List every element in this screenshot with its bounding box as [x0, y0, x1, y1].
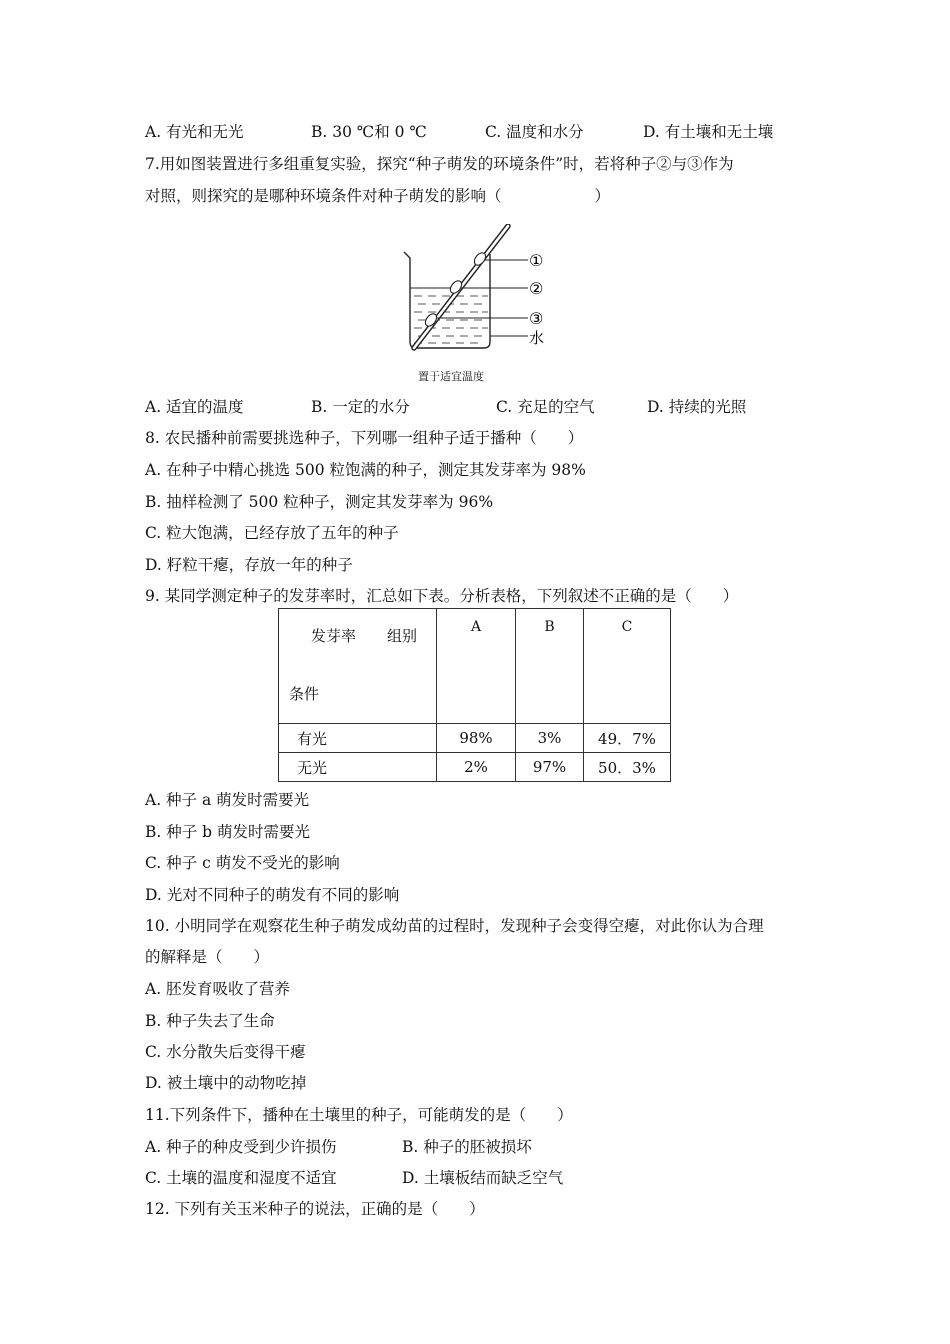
table-cell: 97%: [516, 753, 584, 782]
table-row: [279, 724, 671, 753]
header-condition: 条件: [289, 685, 320, 703]
q10-option-b: B. 种子失去了生命: [145, 1012, 275, 1030]
label-seed-1: ①: [529, 251, 544, 270]
q8-option-c: C. 粒大饱满，已经存放了五年的种子: [145, 524, 399, 542]
row-label-dark: 无光: [279, 753, 437, 782]
header-germination-rate: 发芽率: [311, 627, 357, 645]
q7-option-c: C. 充足的空气: [496, 398, 595, 416]
table-cell: 50．3%: [584, 753, 671, 782]
table-cell: 98%: [437, 724, 516, 753]
q10-stem-line2: 的解释是（ ）: [145, 948, 270, 966]
q10-option-c: C. 水分散失后变得干瘪: [145, 1043, 306, 1061]
label-water: 水: [529, 329, 545, 347]
label-seed-2: ②: [529, 279, 544, 298]
q11-option-d: D. 土壤板结而缺乏空气: [402, 1169, 564, 1187]
table-cell: 49．7%: [584, 724, 671, 753]
table-header-diagonal-cell: [279, 609, 437, 724]
column-header-c: C: [584, 609, 671, 724]
q8-option-b: B. 抽样检测了 500 粒种子，测定其发芽率为 96%: [145, 493, 494, 511]
q7-option-b: B. 一定的水分: [311, 398, 410, 416]
row-label-light: 有光: [279, 724, 437, 753]
q9-option-a: A. 种子 a 萌发时需要光: [145, 791, 310, 809]
q9-option-b: B. 种子 b 萌发时需要光: [145, 823, 311, 841]
table-cell: 2%: [437, 753, 516, 782]
germination-table: [278, 608, 671, 782]
q10-stem-line1: 10. 小明同学在观察花生种子萌发成幼苗的过程时，发现种子会变得空瘪，对此你认为合理: [145, 917, 764, 935]
q6-option-a: A. 有光和无光: [145, 123, 244, 141]
figure-caption: 置于适宜温度: [418, 370, 484, 383]
q11-option-a: A. 种子的种皮受到少许损伤: [145, 1138, 337, 1156]
q8-option-a: A. 在种子中精心挑选 500 粒饱满的种子，测定其发芽率为 98%: [145, 461, 586, 479]
column-header-b: B: [516, 609, 584, 724]
q6-option-b: B. 30 ℃和 0 ℃: [311, 123, 427, 141]
q7-stem-line1: 7.用如图装置进行多组重复实验，探究“种子萌发的环境条件”时，若将种子②与③作为: [145, 155, 734, 173]
q9-option-c: C. 种子 c 萌发不受光的影响: [145, 854, 340, 872]
q6-option-c: C. 温度和水分: [485, 123, 584, 141]
q12-stem: 12. 下列有关玉米种子的说法，正确的是（ ）: [145, 1200, 485, 1218]
q11-option-c: C. 土壤的温度和湿度不适宜: [145, 1169, 337, 1187]
q6-option-d: D. 有土壤和无土壤: [643, 123, 774, 141]
table-row: [279, 753, 671, 782]
q10-option-a: A. 胚发育吸收了营养: [145, 980, 291, 998]
header-group: 组别: [387, 627, 418, 645]
q9-option-d: D. 光对不同种子的萌发有不同的影响: [145, 886, 400, 904]
q7-option-a: A. 适宜的温度: [145, 398, 244, 416]
q10-option-d: D. 被土壤中的动物吃掉: [145, 1074, 307, 1092]
label-seed-3: ③: [529, 309, 544, 328]
q11-option-b: B. 种子的胚被损坏: [402, 1138, 532, 1156]
q11-stem: 11.下列条件下，播种在土壤里的种子，可能萌发的是（ ）: [145, 1106, 573, 1124]
q8-option-d: D. 籽粒干瘪，存放一年的种子: [145, 556, 353, 574]
column-header-a: A: [437, 609, 516, 724]
q7-stem-line2: 对照，则探究的是哪种环境条件对种子萌发的影响（ ）: [145, 187, 611, 205]
q9-stem: 9. 某同学测定种子的发芽率时，汇总如下表。分析表格，下列叙述不正确的是（ ）: [145, 587, 739, 605]
q8-stem: 8. 农民播种前需要挑选种子，下列哪一组种子适于播种（ ）: [145, 429, 584, 447]
q7-option-d: D. 持续的光照: [647, 398, 747, 416]
beaker-figure: [400, 224, 560, 354]
table-cell: 3%: [516, 724, 584, 753]
